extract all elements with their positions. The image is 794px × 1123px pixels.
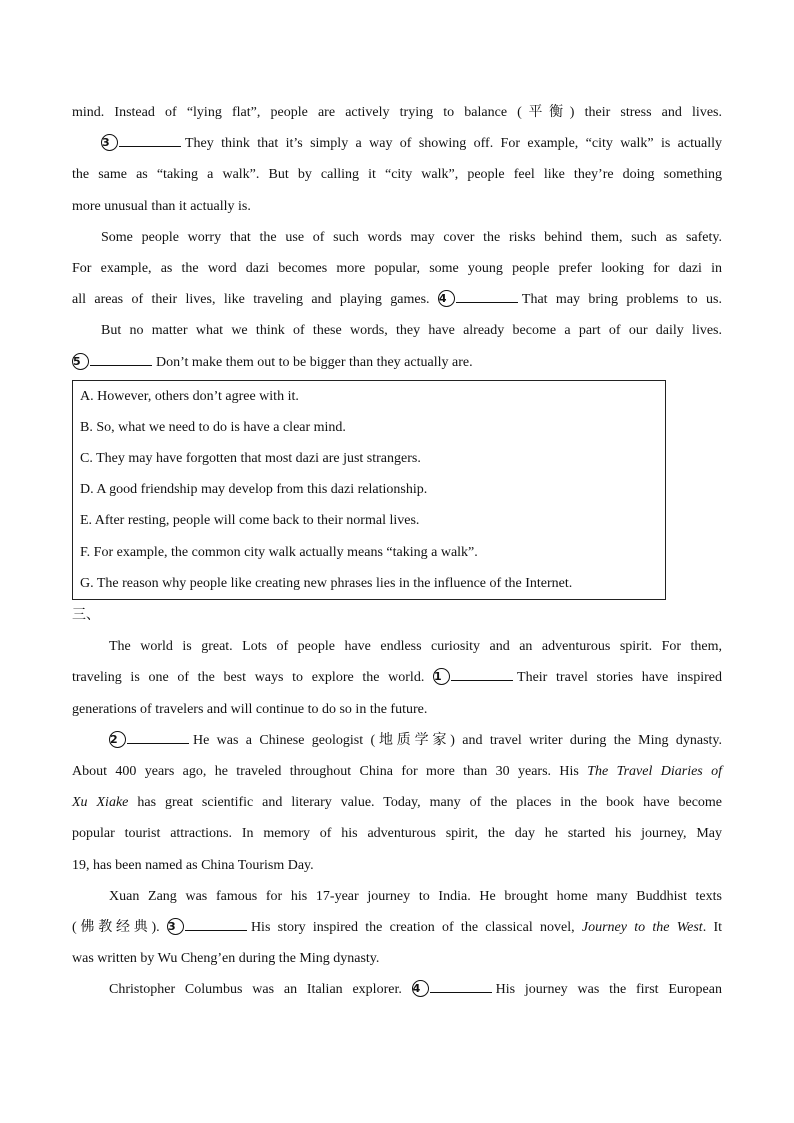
blank-number-5: 5 <box>72 353 89 370</box>
options-box <box>72 380 666 600</box>
passage2-line-5: Some people worry that the use of such words may cover the risks behind them, such as safety. <box>101 229 722 245</box>
passage3-p3-line-2-tail: . It <box>702 919 723 935</box>
passage2-line-2 <box>72 128 722 159</box>
answer-blank-3b[interactable] <box>185 918 247 931</box>
blank-number-4: 4 <box>438 290 455 307</box>
blank-number-3: 3 <box>101 134 118 151</box>
answer-blank-5[interactable] <box>90 353 152 366</box>
passage2-line-3: the same as “taking a walk”. But by calling it “city walk”, people feel like they’re doing something <box>72 167 722 183</box>
passage3-p2-line-2 <box>72 756 722 787</box>
section-heading: 三、 <box>72 607 100 623</box>
passage2-line-6: For example, as the word dazi becomes more popular, some young people prefer looking for dazi in <box>72 260 722 276</box>
blank-number-3b: 3 <box>167 918 184 935</box>
passage3-p1-line-2-text: traveling is one of the best ways to explore the world. <box>72 670 425 686</box>
passage2-line-4: more unusual than it actually is. <box>72 198 251 214</box>
answer-blank-3[interactable] <box>119 134 181 147</box>
option-a: A. However, others don’t agree with it. <box>80 388 299 404</box>
passage3-p4-line-1 <box>72 974 722 1005</box>
passage3-p2-line-5: 19, has been named as China Tourism Day. <box>72 857 314 873</box>
passage3-p1-line-2-tail: Their travel stories have inspired <box>517 670 722 686</box>
passage2-line-1: mind. Instead of “lying flat”, people are actively trying to balance (平衡) their stress and lives. <box>72 105 722 120</box>
option-f: F. For example, the common city walk actually means “taking a walk”. <box>80 544 478 560</box>
novel-title: Journey to the West <box>581 919 703 935</box>
answer-blank-1[interactable] <box>451 668 513 681</box>
blank-number-2: 2 <box>109 731 126 748</box>
answer-blank-4[interactable] <box>456 290 518 303</box>
passage2-line-8: But no matter what we think of these words, they have already become a part of our daily lives. <box>101 323 722 339</box>
passage2-line-7-text: all areas of their lives, like traveling and playing games. <box>72 292 430 308</box>
passage3-p3-line-2-text: (佛教经典). <box>72 919 160 935</box>
passage2-line-9 <box>72 347 722 378</box>
passage3-p2-line-1 <box>72 725 722 756</box>
passage2-line-7 <box>72 284 722 315</box>
passage3-p3-line-1: Xuan Zang was famous for his 17-year journey to India. He brought home many Buddhist texts <box>109 888 722 904</box>
passage3-p1-line-3: generations of travelers and will continue to do so in the future. <box>72 701 428 717</box>
passage2-line-7-tail: That may bring problems to us. <box>521 292 722 308</box>
book-title-part-1: The Travel Diaries of <box>587 763 722 779</box>
option-d: D. A good friendship may develop from this dazi relationship. <box>80 482 428 498</box>
option-g: G. The reason why people like creating new phrases lies in the influence of the Internet. <box>80 575 573 591</box>
passage3-p1-line-2 <box>72 662 722 693</box>
passage3-p3-line-2 <box>72 912 722 943</box>
passage3-p2-line-1-text: He was a Chinese geologist (地质学家) and travel writer during the Ming dynasty. <box>193 732 722 748</box>
passage3-p1-line-1: The world is great. Lots of people have endless curiosity and an adventurous spirit. For them, <box>109 639 722 655</box>
answer-blank-2[interactable] <box>127 731 189 744</box>
passage3-p2-line-4: popular tourist attractions. In memory of his adventurous spirit, the day he started his journey, May <box>72 826 722 842</box>
passage3-p2-line-2-text: About 400 years ago, he traveled throughout China for more than 30 years. His <box>72 763 579 779</box>
passage3-p4-line-1-tail: His journey was the first European <box>495 982 722 998</box>
passage2-line-2-text: They think that it’s simply a way of showing off. For example, “city walk” is actually <box>185 136 722 152</box>
option-e: E. After resting, people will come back to their normal lives. <box>80 513 420 529</box>
option-c: C. They may have forgotten that most dazi are just strangers. <box>80 451 421 467</box>
option-b: B. So, what we need to do is have a clear mind. <box>80 419 346 435</box>
document-page <box>72 97 722 1005</box>
answer-blank-4b[interactable] <box>430 980 492 993</box>
blank-number-1: 1 <box>433 668 450 685</box>
passage3-p3-line-2-mid: His story inspired the creation of the classical novel, <box>250 919 575 935</box>
passage3-p3-line-3: was written by Wu Cheng’en during the Ming dynasty. <box>72 951 380 967</box>
passage3-p2-line-3-text: has great scientific and literary value. Today, many of the places in the book have become <box>137 795 723 811</box>
book-title-part-2: Xu Xiake <box>72 795 129 811</box>
passage2-line-9-text: Don’t make them out to be bigger than they actually are. <box>156 354 473 370</box>
passage3-p4-line-1-text: Christopher Columbus was an Italian explorer. <box>109 982 402 998</box>
passage3-p2-line-3 <box>72 787 722 818</box>
blank-number-4b: 4 <box>412 980 429 997</box>
